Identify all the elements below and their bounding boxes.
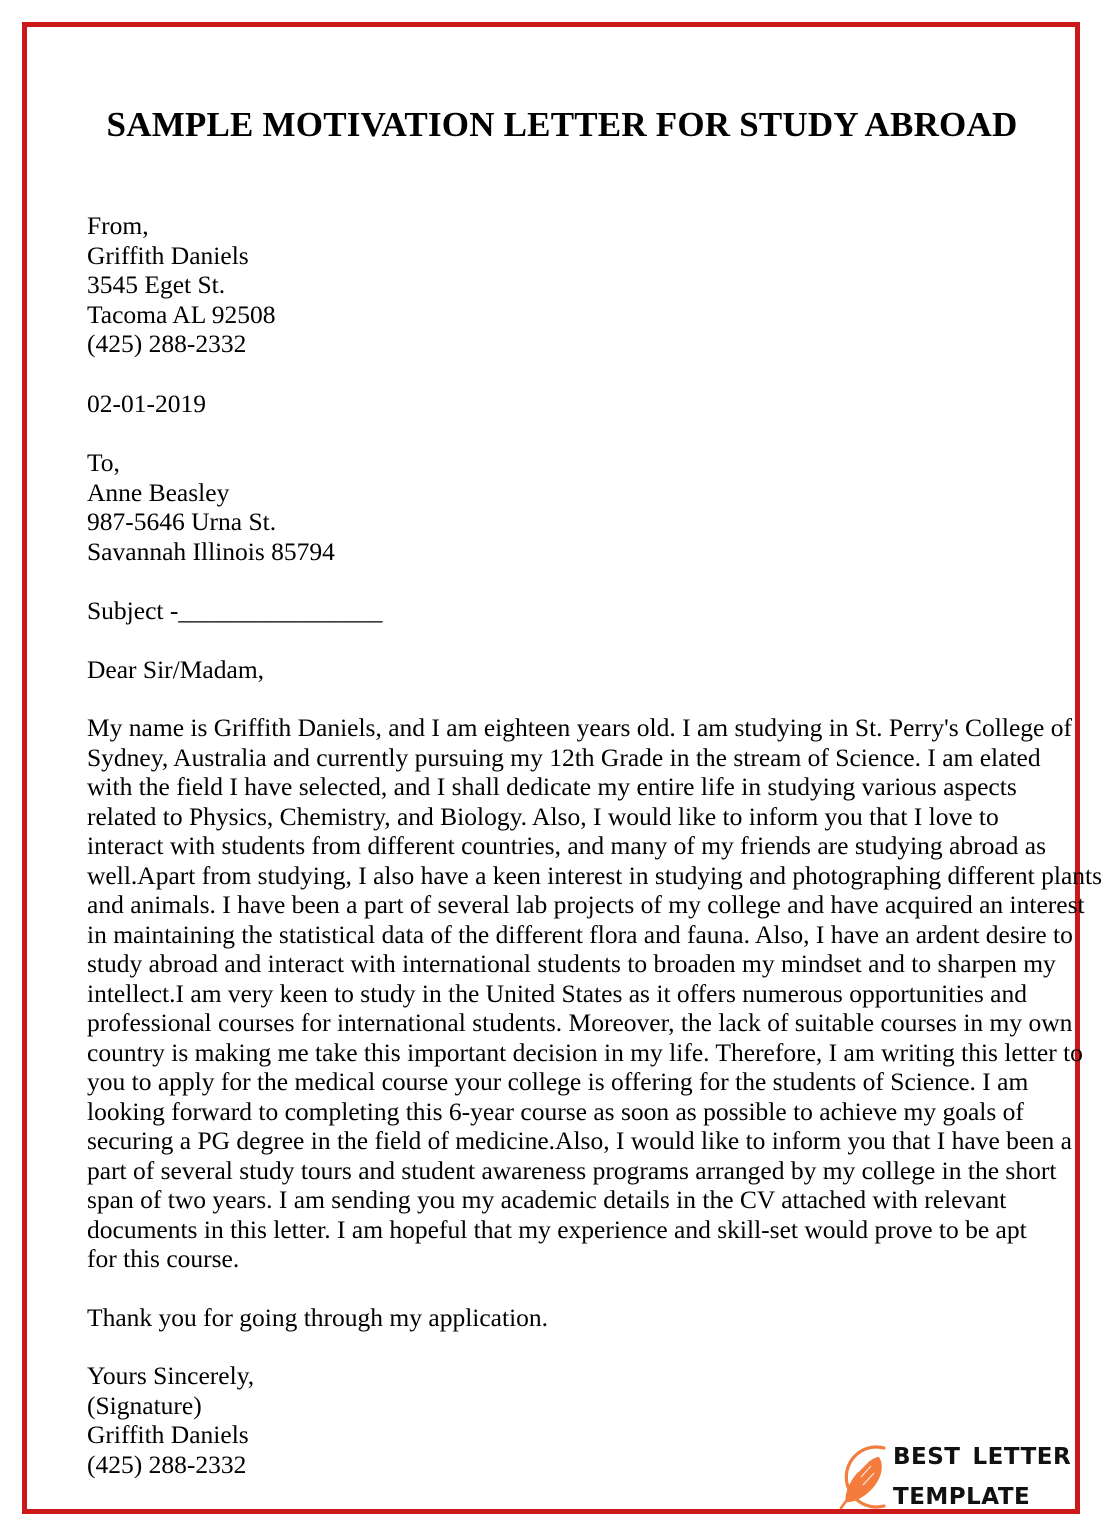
thanks-text: Thank you for going through my application. [87, 1302, 549, 1332]
page-border-frame [22, 22, 1103, 1514]
page-title: SAMPLE MOTIVATION LETTER FOR STUDY ABROAD [106, 105, 1018, 144]
body-line: span of two years. I am sending you my academic details in the CV attached with relevant [87, 1185, 1007, 1214]
body-line: well.Apart from studying, I also have a keen interest in studying and photographing different plants [87, 860, 1103, 890]
body-line: study abroad and interact with international students to broaden my mindset and to sharpen my [87, 949, 1056, 978]
signer-name: Griffith Daniels [87, 1420, 249, 1449]
body-line: part of several study tours and student awareness programs arranged by my college in the short [87, 1155, 1057, 1185]
brand-logo [827, 1430, 1072, 1530]
sign-off: Yours Sincerely, [87, 1361, 255, 1390]
salutation: Dear Sir/Madam, [87, 654, 265, 684]
recipient-address-block [87, 448, 1037, 566]
body-line: country is making me take this important decision in my life. Therefore, I am writing this letter to [87, 1037, 1083, 1067]
sender-street: 3545 Eget St. [87, 270, 226, 299]
letter-document [87, 105, 1103, 1479]
letter-date-block [87, 389, 1037, 419]
recipient-name: Anne Beasley [87, 477, 230, 507]
signer-phone: (425) 288-2332 [87, 1449, 247, 1479]
body-line: and animals. I have been a part of several lab projects of my college and have acquired an interest [87, 890, 1085, 919]
sender-city-state-zip: Tacoma AL 92508 [87, 299, 276, 329]
body-line: related to Physics, Chemistry, and Biology. Also, I would like to inform you that I love to [87, 801, 999, 831]
letter-body [87, 713, 1103, 1274]
feather-quill-in-circle-icon [827, 1432, 899, 1526]
body-line: documents in this letter. I am hopeful that my experience and skill-set would prove to be apt [87, 1214, 1027, 1244]
body-line: My name is Griffith Daniels, and I am eighteen years old. I am studying in St. Perry's College of [87, 713, 1072, 742]
body-line: in maintaining the statistical data of the different flora and fauna. Also, I have an ardent desire to [87, 919, 1073, 949]
body-line: Sydney, Australia and currently pursuing my 12th Grade in the stream of Science. I am elated [87, 742, 1041, 772]
subject-line-block [87, 596, 1037, 626]
brand-word-template: template [893, 1473, 1031, 1512]
body-line: with the field I have selected, and I shall dedicate my entire life in studying various aspects [87, 772, 1017, 801]
body-line: looking forward to completing this 6-year course as soon as possible to achieve my goals of [87, 1096, 1024, 1126]
body-line: intellect.I am very keen to study in the United States as it offers numerous opportunities and [87, 978, 1027, 1008]
body-line: professional courses for international students. Moreover, the lack of suitable courses in my own [87, 1008, 1073, 1037]
recipient-label: To, [87, 448, 120, 477]
sender-address-block [87, 211, 1037, 359]
sender-label: From, [87, 211, 149, 240]
signature-placeholder: (Signature) [87, 1390, 202, 1420]
sender-name: Griffith Daniels [87, 240, 249, 270]
recipient-city-state-zip: Savannah Illinois 85794 [87, 536, 335, 566]
recipient-street: 987-5646 Urna St. [87, 507, 277, 536]
body-line: interact with students from different countries, and many of my friends are studying abroad as [87, 831, 1047, 860]
closing-thanks-line [87, 1303, 1037, 1333]
body-line: you to apply for the medical course your college is offering for the students of Science. I am [87, 1067, 1029, 1096]
letter-date: 02-01-2019 [87, 388, 206, 418]
subject-label: Subject - [87, 596, 179, 625]
subject-blank-rule: ________________ [178, 596, 383, 625]
brand-word-best-letter: best letter [893, 1433, 1072, 1472]
body-line: for this course. [87, 1244, 240, 1273]
sender-phone: (425) 288-2332 [87, 329, 247, 358]
brand-logo-text [893, 1433, 1072, 1513]
body-line: securing a PG degree in the field of medicine.Also, I would like to inform you that I have been a [87, 1126, 1072, 1155]
salutation-block [87, 655, 1037, 685]
